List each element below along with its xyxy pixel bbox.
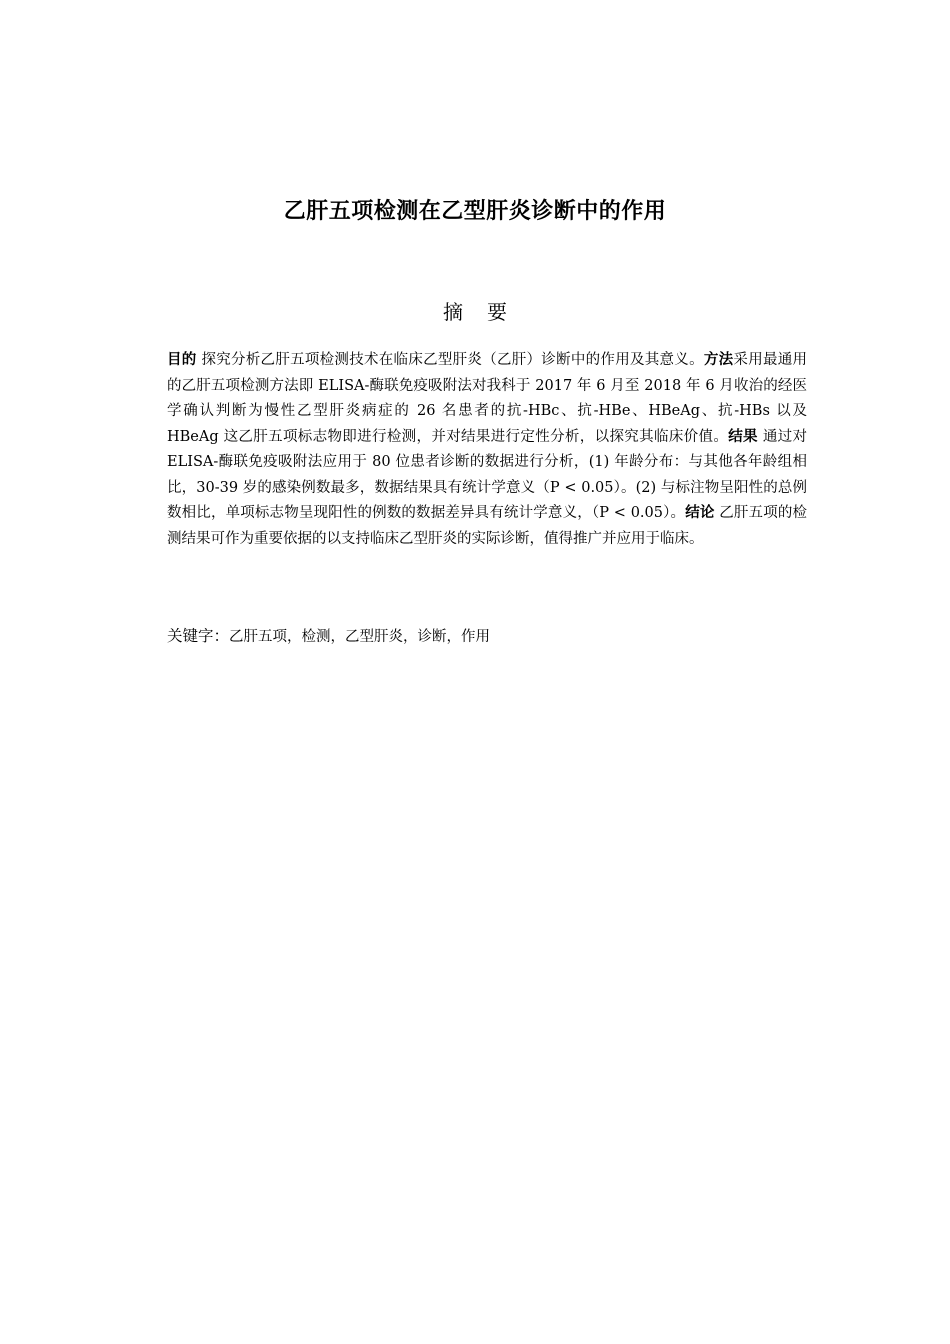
results-text: 通过对 ELISA-酶联免疫吸附法应用于 80 位患者诊断的数据进行分析，(1) 年龄分布：与其他各年龄组相比，30-39 岁的感染例数最多，数据结果具有统计学意义（P < 0.05）。(2) 与标注物呈阳性的总例数相比，单项标志物呈现阳性的例数的数据差异具有统计学意义，（P < 0.05）。: [167, 428, 808, 521]
keywords-line: [167, 624, 807, 650]
abstract-heading-char-1: 摘: [443, 300, 463, 324]
methods-text: 采用最通用的乙肝五项检测方法即 ELISA-酶联免疫吸附法对我科于 2017 年 6 月至 2018 年 6 月收治的经医学确认判断为慢性乙型肝炎病症的 26 名患者的抗-HBc、抗-HBe、HBeAg、抗-HBs 以及 HBeAg 这乙肝五项标志物即进行检测，并对结果进行定性分析，以探究其临床价值。: [167, 352, 808, 445]
keywords-text: 乙肝五项，检测，乙型肝炎，诊断，作用: [229, 629, 491, 645]
abstract-heading-char-2: 要: [487, 300, 507, 324]
objective-text: 探究分析乙肝五项检测技术在临床乙型肝炎（乙肝）诊断中的作用及其意义。: [196, 352, 704, 368]
keywords-label: 关键字：: [167, 627, 230, 645]
methods-label: 方法: [703, 352, 734, 368]
conclusion-text: 乙肝五项的检测结果可作为重要依据的以支持临床乙型肝炎的实际诊断，值得推广并应用于临床。: [167, 505, 808, 547]
objective-label: 目的: [167, 352, 197, 368]
conclusion-label: 结论: [685, 505, 715, 521]
abstract-body: [167, 348, 807, 552]
paper-title: 乙肝五项检测在乙型肝炎诊断中的作用: [283, 199, 667, 224]
results-label: 结果: [728, 428, 758, 445]
abstract-heading: [0, 297, 950, 327]
